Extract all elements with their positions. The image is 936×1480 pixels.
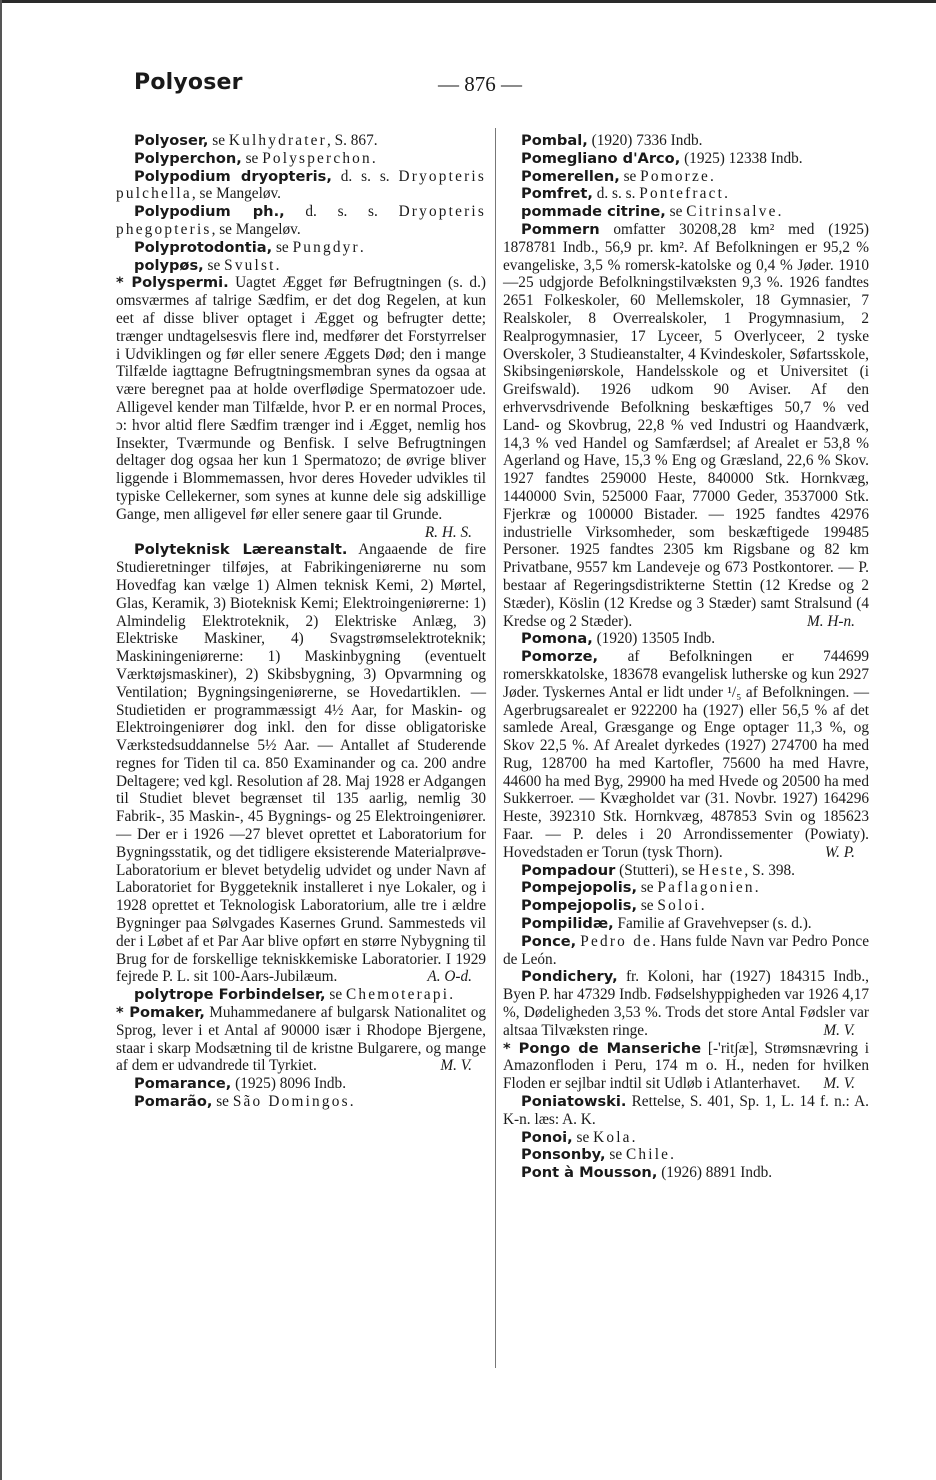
entry-text: fr. Koloni, har (1927) 184315 Indb., Byen P. har 47329 Indb. Fødselshyppigheden var 1926 4,17 %, Dødeligheden 3,53 %. Trods det store Antal Fødsler var altsaa Tilvæksten ringe. [503, 968, 869, 1039]
entry-tail: . [449, 986, 454, 1004]
entry-headword: * Pongo de Manseriche [503, 1039, 702, 1057]
entry-headword: Pomerellen, [521, 167, 620, 185]
entry-headword: Pombal, [521, 132, 588, 149]
entry-text: se [637, 879, 658, 897]
dictionary-entry [503, 897, 869, 915]
entry-text: d. s. s. [284, 203, 399, 221]
dictionary-entry [503, 862, 869, 880]
dictionary-entry [116, 239, 486, 257]
dictionary-entry [116, 274, 486, 541]
author-signature: M. V. [823, 1075, 855, 1093]
entry-headword: Pomarance, [134, 1075, 232, 1093]
cross-reference: Heste [698, 861, 745, 879]
author-signature: W. P. [824, 843, 855, 861]
entry-text: se [241, 149, 263, 167]
entry-tail: . [754, 879, 759, 897]
entry-headword: Polypodium dryopteris, [134, 167, 332, 185]
entry-headword: Pompejopolis, [521, 897, 638, 915]
entry-text: [-'rit∫æ], Strømsnævring i Amazonfloden i Peru, 174 m o. H., neden for hvilken Floden er sejlbar indtil sit Udløb i Atlanterhavet. [503, 1039, 869, 1093]
author-signature: R. H. S. [424, 523, 472, 541]
dictionary-entry [503, 185, 869, 203]
entry-headword: polypøs, [134, 256, 204, 274]
entry-tail: . [275, 256, 280, 274]
dictionary-entry [116, 1075, 486, 1093]
entry-text: (1920) 7336 Indb. [587, 132, 703, 149]
page-left-edge [0, 0, 2, 1480]
entry-headword: Pont à Mousson, [521, 1164, 658, 1182]
dictionary-entry [503, 1040, 869, 1093]
entry-headword: Pompilidæ, [521, 915, 614, 933]
right-column [503, 132, 869, 1182]
entry-tail: . [709, 167, 714, 185]
entry-text: se [208, 132, 229, 149]
author-signature: M. V. [440, 1057, 472, 1075]
dictionary-entry [116, 986, 486, 1004]
dictionary-entry [503, 1146, 869, 1164]
dictionary-entry [503, 132, 869, 150]
entry-tail: . [359, 238, 364, 256]
entry-tail: , se Mangeløv. [191, 185, 281, 203]
cross-reference: Pontefract [639, 185, 725, 203]
dictionary-entry [503, 1164, 869, 1182]
entry-headword: Pomarão, [134, 1093, 213, 1111]
dictionary-entry [503, 203, 869, 221]
entry-headword: * Polyspermi. [116, 274, 229, 292]
entry-text: omfatter 30208,28 km² med (1925) 1878781 Indb., 56,9 pr. km². Af Befolkningen er 95,2 % evangeliske, 3,5 % romersk-katolske og 0,4 % Jøder. 1910—25 udgjorde Befolkningstilvæksten 9,3 %. 1926 fandtes 2651 Folkeskoler, 60 Mellemskoler, 18 Gymnasier, 7 Realskoler, 8 Overrealskoler, 1 Progymnasium, 2 Realprogymnasier, 17 Lyceer, 5 Overlyceer, 2 tyske Overskoler, 3 Studieanstalter, 4 Kvindeskoler, Søfartsskole, Skibsingeniørskole, Handelsskole og et Universitet (i Greifswald). 1926 udkom 90 Aviser. Af den erhvervsdrivende Befolkning beskæftiges 50,7 % ved Land- og Skovbrug, 22,8 % ved Industri og Haandværk, 14,3 % ved Handel og Samfærdsel; af Arealet er 53,8 % Agerland og Have, 15,3 % Eng og Græsland, 22,6 % Skov. 1927 fandtes 259000 Heste, 840000 Stk. Hornkvæg, 1440000 Svin, 525000 Faar, 77000 Geder, 3537000 Stk. Fjerkræ og 100000 Bistader. — 1925 fandtes 42976 industrielle Virksomheder, som beskæftigede 199485 Personer. 1925 fandtes 2305 km Rigsbane og 82 km Privatbane, 9557 km Landeveje og 673 Postkontorer. — P. bestaar af Regeringsdistrikterne Stettin (12 Kredse og 2 Stæder), Köslin (12 Kredse og 3 Stæder) samt Stralsund (4 Kredse og 2 Stæder). [503, 220, 869, 630]
entry-tail: . [700, 897, 705, 915]
left-column [116, 132, 486, 1111]
entry-text: Rettelse, S. 401, Sp. 1, L. 14 f. n.: A. K-n. læs: A. K. [503, 1093, 869, 1128]
entry-headword: Ponce, [521, 932, 577, 950]
cross-reference: Svulst [224, 256, 276, 274]
cross-reference: Soloi [657, 897, 701, 915]
dictionary-entry [503, 933, 869, 969]
entry-headword: Polypodium ph., [134, 203, 285, 221]
entry-tail: , se Mangeløv. [211, 220, 301, 238]
dictionary-entry [116, 1093, 486, 1111]
cross-reference: Dryopteris phegopteris [116, 203, 486, 238]
entry-text: (1926) 8891 Indb. [657, 1164, 773, 1182]
entry-text: (Stutteri), se [615, 861, 699, 879]
entry-headword: Polyteknisk Læreanstalt. [134, 541, 348, 559]
entry-text: (1925) 8096 Indb. [231, 1075, 347, 1093]
entry-headword: Polyprotodontia, [134, 238, 273, 256]
dictionary-entry [116, 541, 486, 986]
cross-reference: Pedro de [580, 932, 653, 950]
dictionary-entry [503, 1129, 869, 1147]
dictionary-entry [503, 968, 869, 1039]
entry-tail: . [670, 1146, 674, 1164]
entry-headword: Pomegliano d'Arco, [521, 149, 681, 167]
dictionary-entry [116, 150, 486, 168]
entry-headword: polytrope Forbindelser, [134, 986, 326, 1004]
dictionary-entry [503, 168, 869, 186]
entry-text: se [605, 1146, 626, 1164]
entry-text: (1925) 12338 Indb. [680, 149, 803, 167]
entry-text: se [325, 986, 346, 1004]
entry-headword: Pompejopolis, [521, 879, 638, 897]
entry-headword: Pondichery, [521, 968, 618, 986]
dictionary-entry [503, 150, 869, 168]
entry-headword: Pomona, [521, 630, 593, 648]
entry-tail: . [724, 185, 728, 203]
cross-reference: Chemoterapi [345, 986, 450, 1004]
entry-tail: . [371, 149, 376, 167]
cross-reference: Kola [593, 1128, 632, 1146]
entry-headword: Polyperchon, [134, 149, 242, 167]
page-number: — 876 — [438, 72, 522, 96]
entry-headword: Pomfret, [521, 185, 593, 203]
entry-tail: . [631, 1128, 636, 1146]
entry-headword: * Pomaker, [116, 1004, 205, 1022]
entry-headword: pommade citrine, [521, 203, 666, 221]
cross-reference: Paflagonien [657, 879, 755, 897]
entry-text: d. s. s. [331, 167, 399, 185]
entry-text: Uagtet Ægget før Befrugtningen (s. d.) omsværmes af talrige Sædfim, er det dog Regelen, at kun eet af disse bliver optaget i Ægget og befrugter dette; trænger undtagelsesvis flere ind, medfører det Forstyrrelser i Udviklingen og før eller senere Æggets Død; den i mange Tilfælde iagttagne Befrugtningsmembran synes da ogsaa at være beregnet paa at holde overflødige Spermatozoer ude. Alligevel kender man Tilfælde, hvor P. er en normal Proces, ɔ: hvor altid flere Sædfim trænger ind i Ægget, nemlig hos Insekter, Tværmunde og Benfisk. I selve Befrugtningen deltager dog ogsaa her kun 1 Spermatozo; de øvrige bliver liggende i Blommemassen, hvor deres Hoveder udvikles til typiske Cellekerner, som synes at kunne dele sig adskillige Gange, men alligevel før eller senere gaar til Grunde. [116, 274, 487, 523]
dictionary-entry [116, 203, 486, 239]
author-signature: A. O-d. [427, 968, 472, 986]
entry-headword: Pomorze, [521, 648, 599, 666]
dictionary-entry [503, 221, 869, 630]
cross-reference: Dryopteris pulchella [116, 167, 486, 203]
dictionary-entry [116, 132, 486, 150]
dictionary-entry [503, 915, 869, 933]
entry-text: Familie af Gravehvepser (s. d.). [613, 915, 812, 933]
entry-tail: . [777, 203, 782, 221]
cross-reference: Pomorze [640, 167, 710, 185]
cross-reference: Chile [626, 1146, 671, 1164]
author-signature: M. H-n. [806, 612, 855, 630]
entry-headword: Pompadour [521, 861, 616, 879]
dictionary-entry [503, 630, 869, 648]
entry-text: se [572, 1128, 594, 1146]
author-signature: M. V. [823, 1021, 855, 1039]
entry-headword: Pommern [521, 220, 600, 238]
entry-text: d. s. s. [592, 185, 640, 203]
page-top-edge [0, 0, 936, 3]
entry-text: se [212, 1093, 233, 1111]
cross-reference: Pungdyr [292, 238, 360, 256]
entry-headword: Ponsonby, [521, 1146, 606, 1164]
dictionary-entry [503, 648, 869, 862]
column-divider [495, 128, 496, 1368]
entry-tail: , S. 867. [326, 132, 378, 149]
entry-headword: Polyoser, [134, 132, 209, 149]
entry-tail: . [349, 1093, 354, 1111]
dictionary-entry [503, 879, 869, 897]
cross-reference: São Domingos [232, 1093, 350, 1111]
entry-text: Angaaende de fire Studieretninger tilføjes, at Fabrikingeniørerne nu som Hovedfag kan vælge 1) Almen teknisk Kemi, 2) Mørtel, Glas, Keramik, 3) Bioteknisk Kemi; Elektroingeniørerne: 1) Almindelig Elektroteknik, 2) Elektriske Anlæg, 3) Elektriske Maskiner, 4) Svagstrømselektroteknik; Maskiningeniørerne: 1) Maskinbygning (eventuelt Værktøjsmaskiner), 2) Skibsbygning, 3) Opvarmning og Ventilation; Bygningsingeniørerne, se Hovedartiklen. — Studietiden er programmæssigt 4½ Aar, for Maskin- og Elektroingeniører dog inkl. den for disse obligatoriske Værkstedsuddannelse 5½ Aar. — Antallet af Studerende regnes for Tiden til ca. 850 Examinander og ca. 200 andre Deltagere; ved kgl. Resolution af 28. Maj 1928 er Adgangen til Studiet blevet begrænset til 135 aarlig, nemlig 30 Fabrik-, 35 Maskin-, 45 Bygnings- og 25 Elektroingeniører. — Der er i 1926 —27 blevet oprettet et Laboratorium for Bygningsstatik, og det tidligere eksisterende Materialprøve-Laboratorium er blevet betydelig udvidet og under Navn af Laboratoriet for Byggeteknik installeret i nye Lokaler, og i 1928 oprettet et Teknologisk Laboratorium, alle tre i ældre Bygninger paa Sølvgades Kasernes Grund. Sammesteds vil der i Løbet af et Par Aar blive opført en større Nybygning til Brug for de forskellige tekniskkemiske Laboratorier. I 1929 fejrede P. L. sit 100-Aars-Jubilæum. [116, 541, 487, 986]
entry-text: se [272, 238, 293, 256]
running-head-title: Polyoser [134, 70, 243, 95]
dictionary-entry [116, 257, 486, 275]
dictionary-entry [503, 1093, 869, 1129]
cross-reference: Polysperchon [262, 149, 372, 167]
entry-text: (1920) 13505 Indb. [592, 630, 716, 648]
entry-headword: Poniatowski. [521, 1093, 627, 1111]
cross-reference: Citrinsalve [686, 203, 778, 221]
entry-text: se [665, 203, 687, 221]
entry-text: se [637, 897, 658, 915]
entry-text: se [619, 167, 641, 185]
entry-text: Muhammedanere af bulgarsk Nationalitet og Sprog, lever i et Antal af 90000 især i Rhodope Bjergene, staar i skarp Modsætning til de kristne Bulgarere, og mange af dem er udvandrede til Tyrkiet. [116, 1004, 486, 1075]
entry-tail: . Hans fulde Navn var Pedro Ponce de León. [503, 932, 869, 968]
dictionary-entry [116, 168, 486, 204]
cross-reference: Kulhydrater [228, 132, 327, 149]
entry-text: af Befolkningen er 744699 romerskkatolske, 183678 evangelisk lutherske og kun 2927 Jøder. Tyskernes Antal er lidt under ¹/₅ af Befolkningen. — Agerbrugsarealet er 922200 ha (1927) eller 56,5 % af det samlede Areal, Græsgange og Enge optager 11,3 %, og Skov 22,5 %. Af Arealet dyrkedes (1927) 274700 ha med Rug, 128700 ha med Kartofler, 75600 ha med Havre, 44600 ha med Byg, 29900 ha med Hvede og 20500 ha med Sukkerroer. — Kvægholdet var (31. Novbr. 1927) 164296 Heste, 392310 Stk. Hornkvæg, 487853 Svin og 185623 Faar. — P. deles i 20 Arrondissementer (Powiaty). Hovedstaden er Torun (tysk Thorn). [503, 648, 869, 861]
entry-tail: , S. 398. [744, 861, 795, 879]
entry-headword: Ponoi, [521, 1128, 573, 1146]
dictionary-entry [116, 1004, 486, 1075]
entry-text: se [203, 256, 225, 274]
